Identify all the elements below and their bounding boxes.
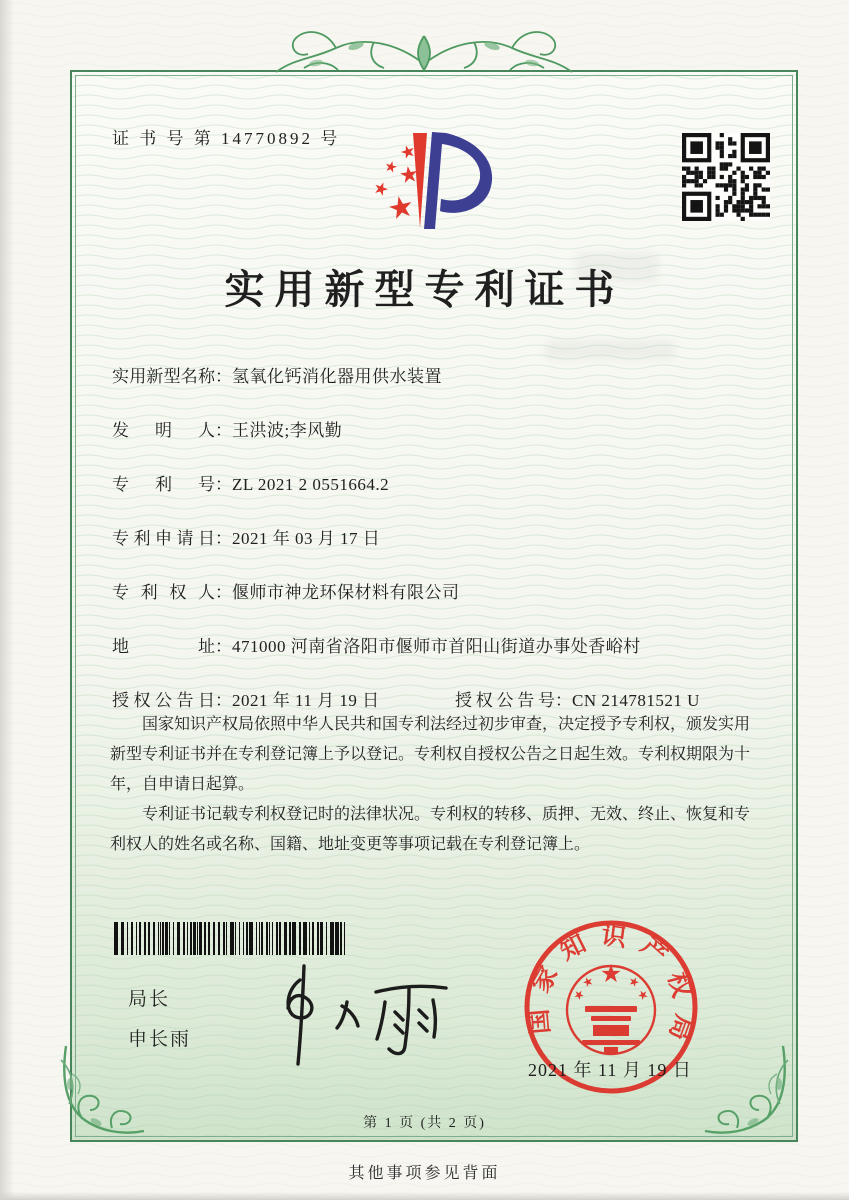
field-value: 王洪波;李风勤 [232, 421, 343, 440]
commissioner-name: 申长雨 [128, 1029, 192, 1050]
field-label: 专利权人 [112, 583, 215, 602]
page-number: 第 1 页 (共 2 页) [363, 1116, 486, 1131]
legal-paragraph-2: 专利证书记载专利权登记时的法律状况。专利权的转移、质押、无效、终止、恢复和专利权人的姓名或名称、国籍、地址变更等事项记载在专利登记簿上。 [110, 806, 751, 853]
field-label: 实用新型名称 [112, 367, 215, 386]
field-value: 2021 年 11 月 19 日 [232, 691, 380, 710]
page-edge-shadow [0, 0, 14, 1200]
field-label: 授权公告号 [455, 691, 555, 710]
certificate-number: 证 书 号 第 14770892 号 [112, 129, 341, 148]
barcode-icon [114, 922, 350, 955]
field-label: 专利号 [112, 475, 215, 494]
scan-artifact [545, 340, 675, 360]
field-value: 471000 河南省洛阳市偃师市首阳山街道办事处香峪村 [232, 637, 641, 656]
field-label: 专利申请日 [112, 529, 215, 548]
field-colon: ： [215, 367, 232, 386]
field-colon: ： [215, 637, 232, 656]
grant-number-group [455, 686, 700, 711]
field-colon: ： [215, 529, 232, 548]
qr-code-icon [682, 133, 770, 221]
field-label: 地址 [112, 637, 215, 656]
field-row-inventor [112, 416, 760, 440]
field-value: CN 214781521 U [572, 691, 700, 710]
commissioner-title: 局长 [128, 989, 171, 1010]
field-colon: ： [215, 583, 232, 602]
field-value: 氢氧化钙消化器用供水装置 [232, 367, 442, 386]
field-row-address [112, 632, 760, 656]
top-ornament-icon [264, 16, 584, 88]
cnipa-logo-icon [356, 120, 526, 252]
field-row-patent-no [112, 470, 760, 494]
seal-text: 国家知识产权局 [524, 922, 699, 1056]
field-value: 偃师市神龙环保材料有限公司 [232, 583, 460, 602]
seal-date: 2021 年 11 月 19 日 [528, 1060, 692, 1080]
field-row-grant [112, 686, 760, 710]
field-value: ZL 2021 2 0551664.2 [232, 475, 390, 494]
handwritten-signature-icon [248, 960, 463, 1072]
national-emblem-icon [567, 964, 655, 1054]
field-row-patentee [112, 578, 760, 602]
back-note: 其他事项参见背面 [348, 1165, 501, 1182]
field-colon: ： [215, 421, 232, 440]
legal-paragraph-1: 国家知识产权局依照中华人民共和国专利法经过初步审查，决定授予专利权，颁发实用新型专利证书并在专利登记簿上予以登记。专利权自授权公告之日起生效。专利权期限为十年，自申请日起算。 [110, 716, 751, 793]
field-value: 2021 年 03 月 17 日 [232, 529, 381, 548]
field-colon: ： [555, 691, 572, 710]
page-edge-shadow-bottom [0, 1192, 849, 1200]
field-label: 授权公告日 [112, 691, 215, 710]
field-row-name [112, 362, 760, 386]
field-list [112, 362, 760, 740]
legal-text [110, 710, 750, 860]
field-colon: ： [215, 475, 232, 494]
page-title: 实用新型专利证书 [224, 267, 625, 312]
field-label: 发明人 [112, 421, 215, 440]
field-colon: ： [215, 691, 232, 710]
field-row-filing-date [112, 524, 760, 548]
